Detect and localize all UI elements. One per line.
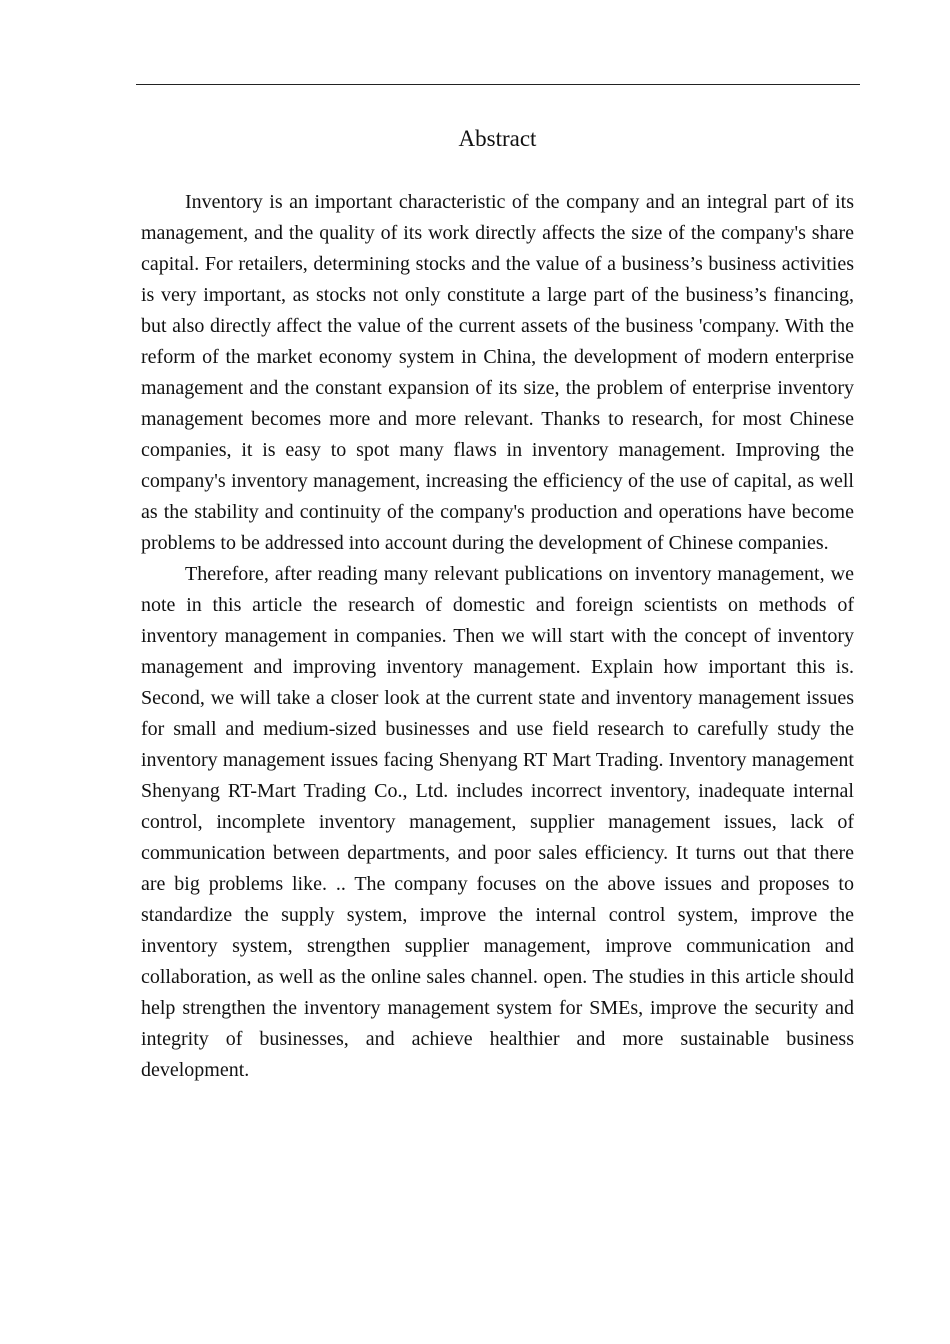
abstract-body xyxy=(141,187,854,1086)
header-rule xyxy=(136,84,860,85)
abstract-paragraph-2: Therefore, after reading many relevant publications on inventory management, we note in this article the research of domestic and foreign scientists on methods of inventory management in companies. Then we will start with the concept of inventory management and improving inventory management. Explain how important this is. Second, we will take a closer look at the current state and inventory management issues for small and medium-sized businesses and use field research to carefully study the inventory management issues facing Shenyang RT Mart Trading. Inventory management Shenyang RT-Mart Trading Co., Ltd. includes incorrect inventory, inadequate internal control, incomplete inventory management, supplier management issues, lack of communication between departments, and poor sales efficiency. It turns out that there are big problems like. .. The company focuses on the above issues and proposes to standardize the supply system, improve the internal control system, improve the inventory system, strengthen supplier management, improve communication and collaboration, as well as the online sales channel. open. The studies in this article should help strengthen the inventory management system for SMEs, improve the security and integrity of businesses, and achieve healthier and more sustainable business development. xyxy=(141,563,854,1081)
abstract-paragraph-1: Inventory is an important characteristic of the company and an integral part of its management, and the quality of its work directly affects the size of the company's share capital. For retailers, determining stocks and the value of a business’s business activities is very important, as stocks not only constitute a large part of the business’s financing, but also directly affect the value of the current assets of the business 'company. With the reform of the market economy system in China, the development of modern enterprise management and the constant expansion of its size, the problem of enterprise inventory management becomes more and more relevant. Thanks to research, for most Chinese companies, it is easy to spot many flaws in inventory management. Improving the company's inventory management, increasing the efficiency of the use of capital, as well as the stability and continuity of the company's production and operations have become problems to be addressed into account during the development of Chinese companies. xyxy=(141,191,854,554)
page-title: Abstract xyxy=(458,126,537,151)
